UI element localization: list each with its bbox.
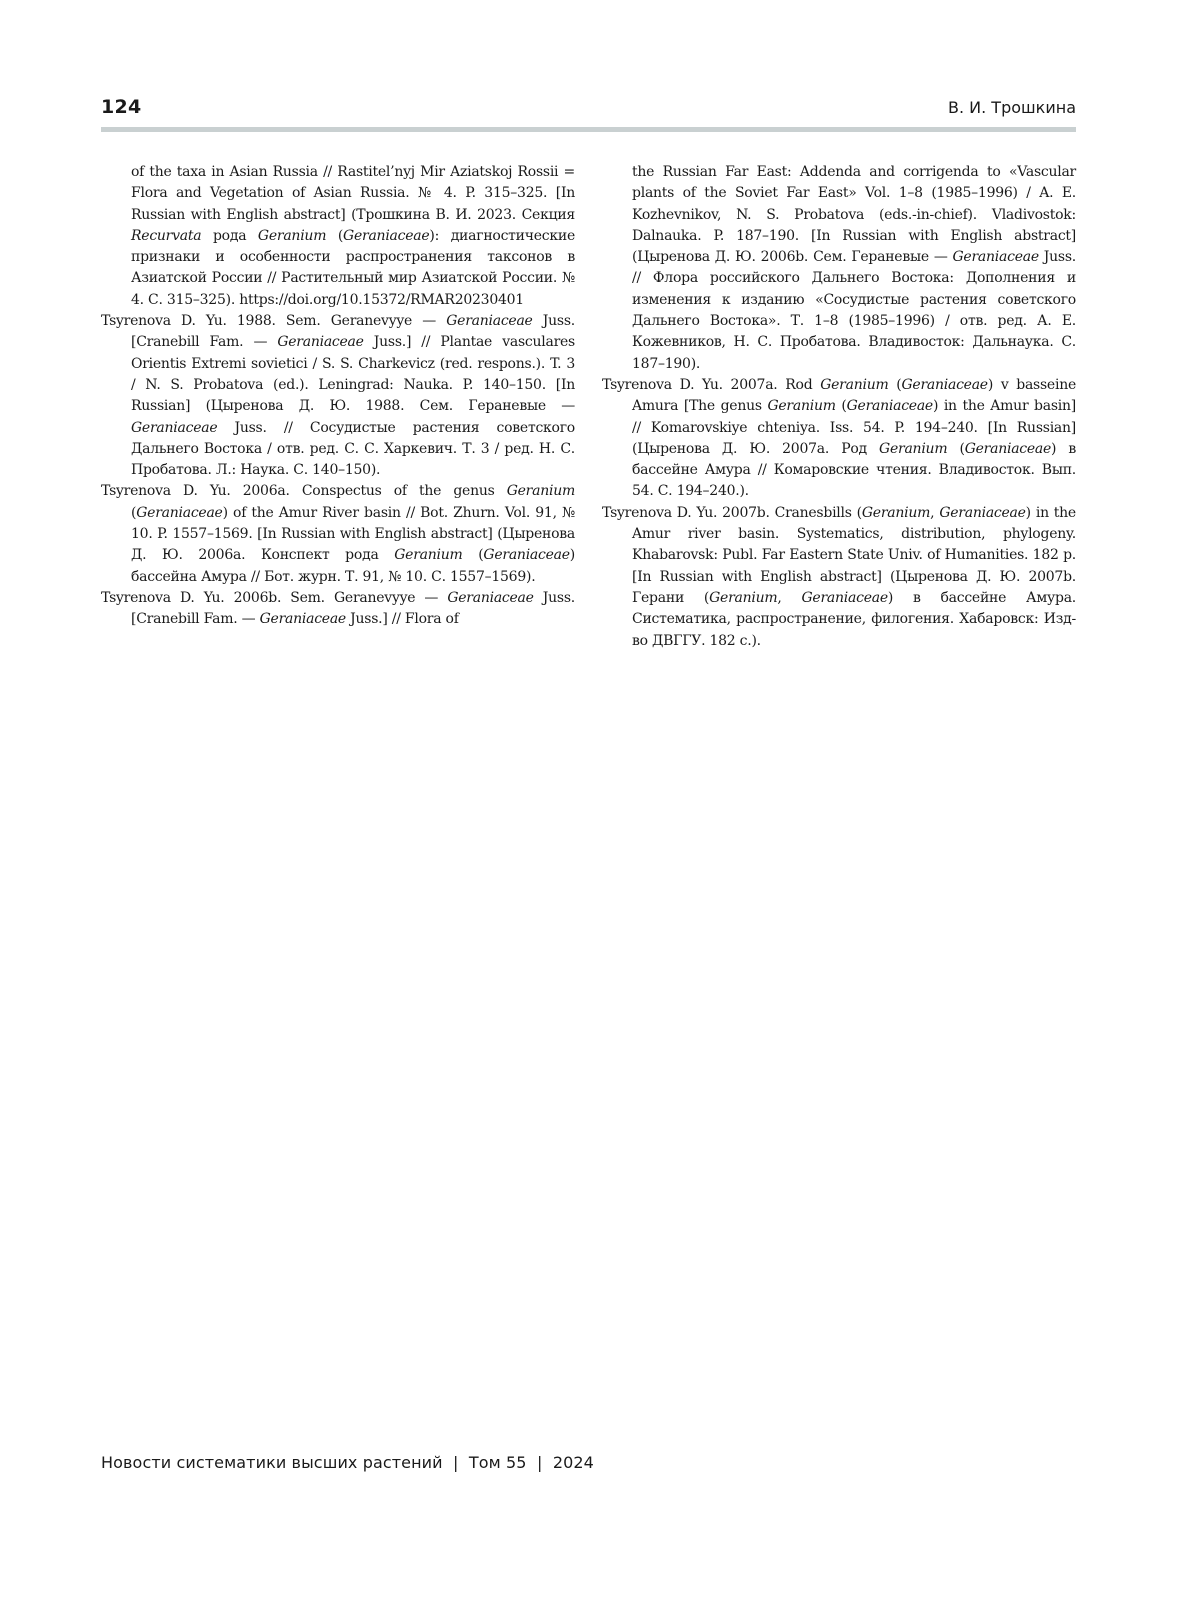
reference-text: Juss.] // Flora of	[345, 611, 459, 628]
reference-text: the Russian Far East: Addenda and corrigenda to «Vascular plants of the Soviet Far East» Vol. 1–8 (1985–1996) / A. E. Kozhevnikov, N. S. Probatova (eds.-in-chief). Vladivostok: Dalnauka. P. 187–190. [In Russian with English abstract] (Цыренова Д. Ю. 2006b. Сем. Гераневые —	[632, 164, 1076, 266]
reference-text: (	[888, 376, 902, 393]
reference-text: Tsyrenova D. Yu. 2007b. Cranesbills (	[602, 504, 862, 521]
reference-text: ) v basseine Amura [The genus	[632, 376, 1076, 415]
reference-text: Tsyrenova D. Yu. 1988. Sem. Geranevyye —	[101, 313, 447, 330]
italic-taxon: Geraniaceae	[277, 334, 364, 351]
reference-text: ,	[777, 589, 802, 606]
reference-entry	[602, 503, 1076, 652]
reference-text: (	[462, 547, 484, 564]
italic-taxon: Geraniaceae	[131, 419, 218, 436]
reference-text: ): диагностические признаки и особенности распространения таксонов в Азиатской России // Растительный мир Азиатской России. № 4. С. 315–325). https://doi.org/10.15372/RMAR20230401	[131, 227, 575, 308]
reference-text: ) in the Amur river basin. Systematics, distribution, phylogeny. Khabarovsk: Publ. Far Eastern State Univ. of Humanities. 182 p. [In Russian with English abstract] (Цыренова Д. Ю. 2007b. Герани (	[632, 504, 1076, 606]
italic-taxon: Geranium	[820, 376, 889, 393]
right-column	[602, 162, 1076, 652]
header-rule	[101, 127, 1076, 132]
reference-entry	[101, 588, 575, 631]
reference-text: Tsyrenova D. Yu. 2006b. Sem. Geranevyye —	[101, 589, 448, 606]
page-number: 124	[101, 96, 142, 118]
italic-taxon: Geraniaceae	[447, 589, 534, 606]
reference-text: Tsyrenova D. Yu. 2007a. Rod	[602, 376, 821, 393]
italic-taxon: Geranium	[861, 504, 931, 521]
italic-taxon: Geranium	[767, 398, 836, 415]
italic-taxon: Geraniaceae	[939, 504, 1026, 521]
running-head: В. И. Трошкина	[948, 98, 1076, 117]
italic-taxon: Geranium	[257, 227, 327, 244]
italic-taxon: Geranium	[879, 440, 948, 457]
reference-text: ) в бассейне Амура. Систематика, распространение, филогения. Хабаровск: Изд-во ДВГГУ. 182 с.).	[632, 589, 1077, 649]
reference-text: ) в бассейне Амура // Комаровские чтения. Владивосток. Вып. 54. С. 194–240.).	[632, 440, 1077, 500]
italic-taxon: Geraniaceae	[801, 589, 888, 606]
reference-text: Juss. // Сосудистые растения советского Дальнего Востока / отв. ред. С. С. Харкевич. Т. 3 / ред. Н. С. Пробатова. Л.: Наука. С. 140–150).	[131, 419, 575, 479]
italic-taxon: Geranium	[506, 483, 575, 500]
reference-entry	[101, 481, 575, 587]
italic-taxon: Geraniaceae	[343, 227, 430, 244]
reference-text: ) of the Amur River basin // Bot. Zhurn. Vol. 91, № 10. P. 1557–1569. [In Russian with English abstract] (Цыренова Д. Ю. 2006a. Конспект рода	[131, 504, 575, 564]
italic-taxon: Geranium	[394, 547, 463, 564]
reference-text: Juss. [Cranebill Fam. —	[131, 313, 575, 351]
reference-text: ) бассейна Амура // Бот. журн. Т. 91, № 10. С. 1557–1569).	[131, 547, 575, 585]
reference-entry	[602, 375, 1076, 503]
reference-text: ) in the Amur basin] // Komarovskiye chteniya. Iss. 54. P. 194–240. [In Russian] (Цыренова Д. Ю. 2007a. Род	[632, 398, 1076, 457]
reference-text: Juss. [Cranebill Fam. —	[131, 589, 575, 628]
journal-footer: Новости систематики высших растений | Том 55 | 2024	[101, 1453, 594, 1472]
italic-taxon: Recurvata	[131, 227, 202, 244]
reference-text: (	[835, 398, 847, 415]
italic-taxon: Geraniaceae	[964, 440, 1052, 457]
italic-taxon: Geranium	[709, 589, 778, 606]
reference-text: ,	[930, 504, 940, 521]
italic-taxon: Geraniaceae	[259, 611, 346, 628]
italic-taxon: Geraniaceae	[483, 547, 570, 564]
reference-text: (	[326, 227, 344, 244]
left-column	[101, 162, 575, 631]
italic-taxon: Geraniaceae	[901, 376, 988, 393]
reference-text: (	[947, 440, 965, 457]
reference-entry	[602, 162, 1076, 375]
reference-text: (	[131, 504, 137, 521]
reference-entry	[101, 162, 575, 311]
reference-text: Juss.] // Plantae vasculares Orientis Extremi sovietici / S. S. Charkevicz (red. respons.). T. 3 / N. S. Probatova (ed.). Leningrad: Nauka. P. 140–150. [In Russian] (Цыренова Д. Ю. 1988. Сем. Гераневые —	[131, 334, 575, 415]
reference-entry	[101, 311, 575, 481]
reference-text: Juss. // Флора российского Дальнего Востока: Дополнения и изменения к изданию «Сосудистые растения советского Дальнего Востока». Т. 1–8 (1985–1996) / отв. ред. А. Е. Кожевников, Н. С. Пробатова. Владивосток: Дальнаука. С. 187–190).	[632, 249, 1076, 372]
reference-text: of the taxa in Asian Russia // Rastitel’nyj Mir Aziatskoj Rossii = Flora and Vegetation of Asian Russia. № 4. P. 315–325. [In Russian with English abstract] (Трошкина В. И. 2023. Секция	[131, 164, 575, 223]
italic-taxon: Geraniaceae	[446, 313, 533, 330]
italic-taxon: Geraniaceae	[952, 249, 1039, 266]
italic-taxon: Geraniaceae	[136, 504, 223, 521]
italic-taxon: Geraniaceae	[846, 398, 933, 415]
reference-text: рода	[201, 227, 258, 244]
reference-text: Tsyrenova D. Yu. 2006a. Conspectus of the genus	[101, 483, 507, 500]
